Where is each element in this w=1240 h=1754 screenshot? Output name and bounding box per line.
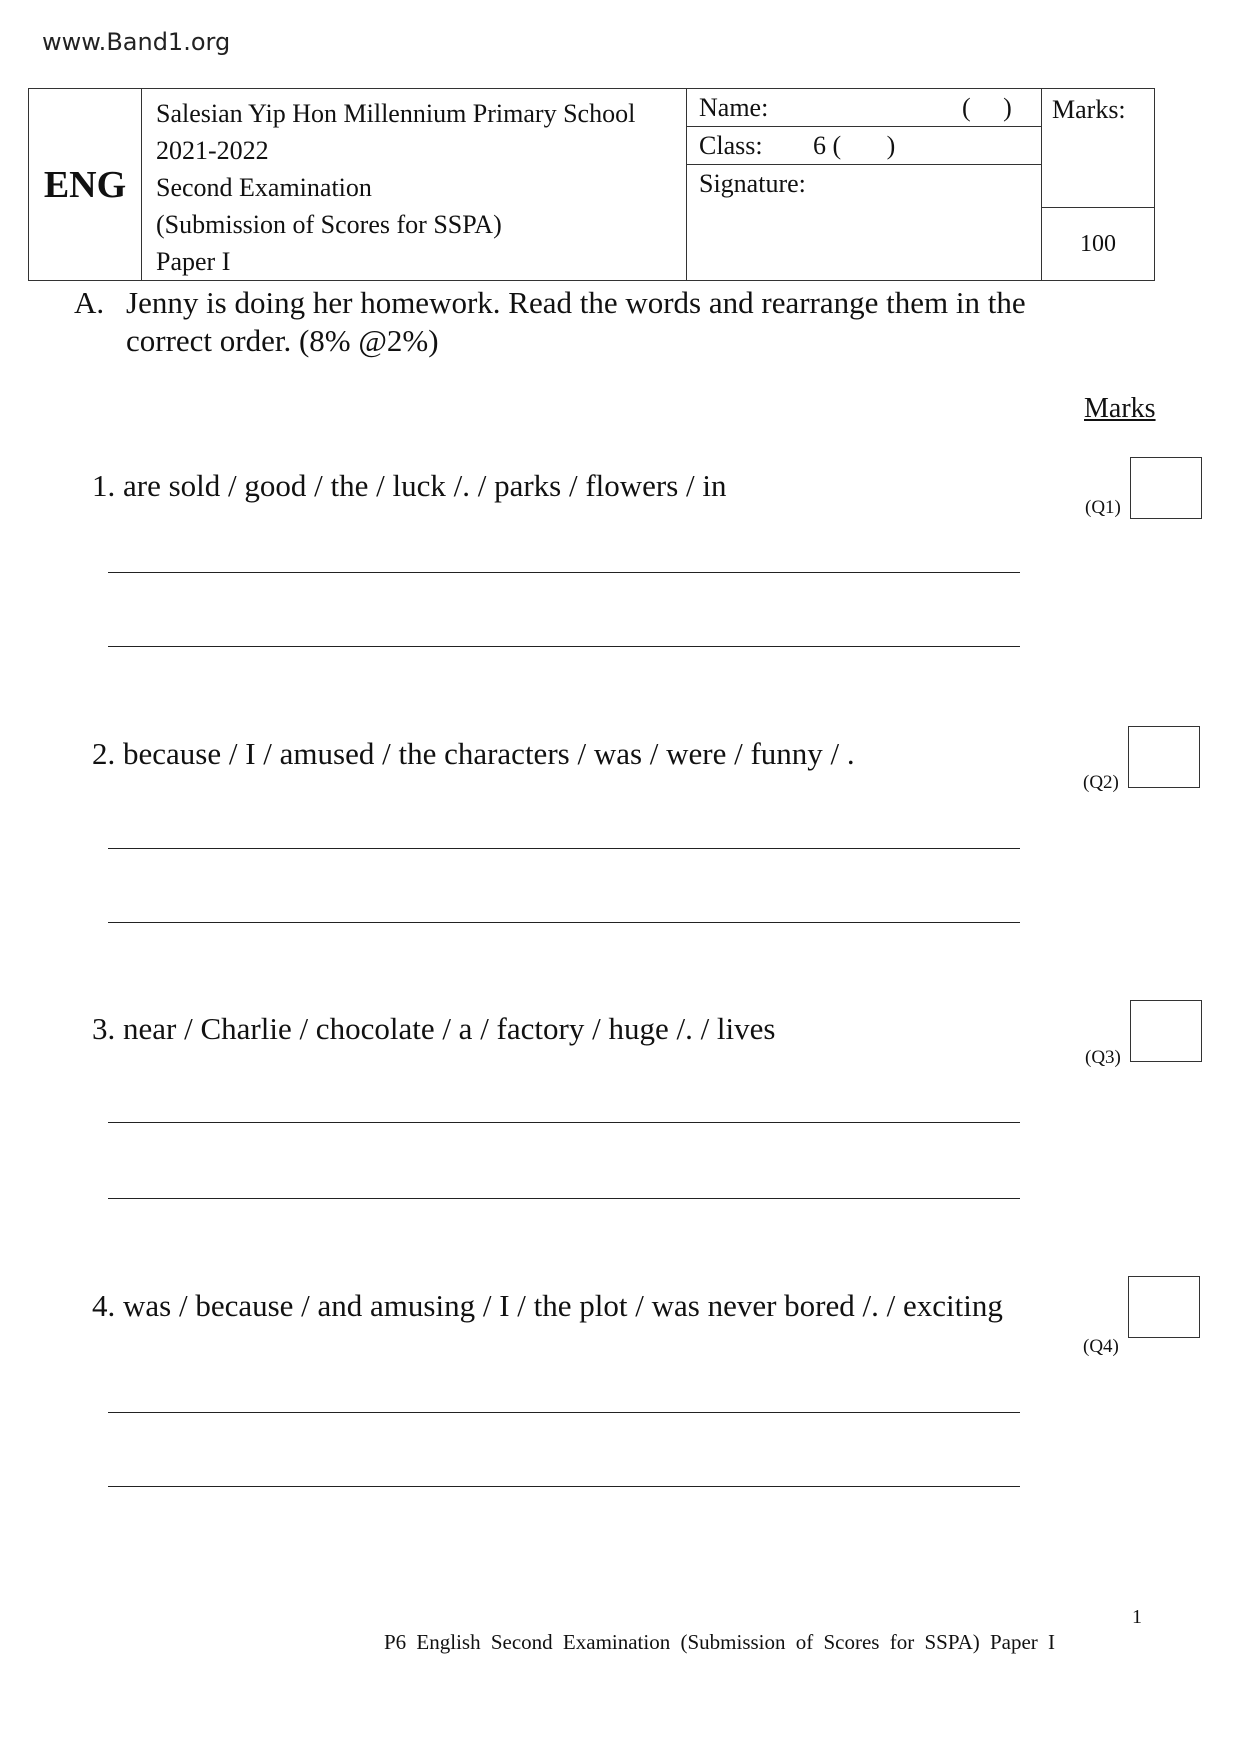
marks-total: 100 xyxy=(1042,207,1154,280)
watermark: www.Band1.org xyxy=(42,28,231,56)
answer-line-4a[interactable] xyxy=(108,1412,1020,1413)
question-1-score-box[interactable] xyxy=(1130,457,1202,519)
name-field[interactable] xyxy=(687,89,1041,127)
school-info xyxy=(142,89,687,281)
student-info xyxy=(687,89,1042,281)
question-1: 1. are sold / good / the / luck /. / parks / flowers / in xyxy=(92,468,727,503)
question-3-score-box[interactable] xyxy=(1130,1000,1202,1062)
class-field[interactable] xyxy=(687,127,1041,165)
question-2-label: (Q2) xyxy=(1083,772,1119,793)
paper-number: Paper I xyxy=(156,247,231,276)
question-4-label: (Q4) xyxy=(1083,1336,1119,1357)
answer-line-2a[interactable] xyxy=(108,848,1020,849)
marks-label: Marks: xyxy=(1052,95,1126,124)
school-year: 2021-2022 xyxy=(156,136,269,165)
question-4: 4. was / because / and amusing / I / the plot / was never bored /. / exciting xyxy=(92,1288,1003,1323)
question-2-score-box[interactable] xyxy=(1128,726,1200,788)
answer-line-3b[interactable] xyxy=(108,1198,1020,1199)
name-number-paren: ( ) xyxy=(962,93,1012,122)
name-label: Name: xyxy=(699,93,769,122)
class-value: 6 ( ) xyxy=(813,131,896,160)
question-1-label: (Q1) xyxy=(1085,497,1121,518)
answer-line-1a[interactable] xyxy=(108,572,1020,573)
question-3-label: (Q3) xyxy=(1085,1047,1121,1068)
exam-name: Second Examination xyxy=(156,173,372,202)
question-3: 3. near / Charlie / chocolate / a / factory / huge /. / lives xyxy=(92,1011,776,1046)
question-2: 2. because / I / amused / the characters / was / were / funny / . xyxy=(92,736,855,771)
question-4-score-box[interactable] xyxy=(1128,1276,1200,1338)
class-label: Class: xyxy=(699,131,763,160)
answer-line-3a[interactable] xyxy=(108,1122,1020,1123)
marks-cell xyxy=(1042,89,1155,281)
subject-code: ENG xyxy=(29,89,142,281)
answer-line-1b[interactable] xyxy=(108,646,1020,647)
answer-line-4b[interactable] xyxy=(108,1486,1020,1487)
school-name: Salesian Yip Hon Millennium Primary School xyxy=(156,99,636,128)
answer-line-2b[interactable] xyxy=(108,922,1020,923)
page-number: 1 xyxy=(1132,1606,1142,1628)
exam-note: (Submission of Scores for SSPA) xyxy=(156,210,502,239)
signature-label: Signature: xyxy=(699,169,806,198)
signature-field[interactable] xyxy=(687,165,1041,202)
instruction-text: Jenny is doing her homework. Read the words and rearrange them in the correct order. (8% @2%) xyxy=(126,285,1026,358)
exam-header xyxy=(28,88,1155,281)
page-footer: P6 English Second Examination (Submission of Scores for SSPA) Paper I xyxy=(384,1630,1056,1654)
section-letter: A. xyxy=(74,285,105,320)
marks-column-heading: Marks xyxy=(1084,393,1156,424)
